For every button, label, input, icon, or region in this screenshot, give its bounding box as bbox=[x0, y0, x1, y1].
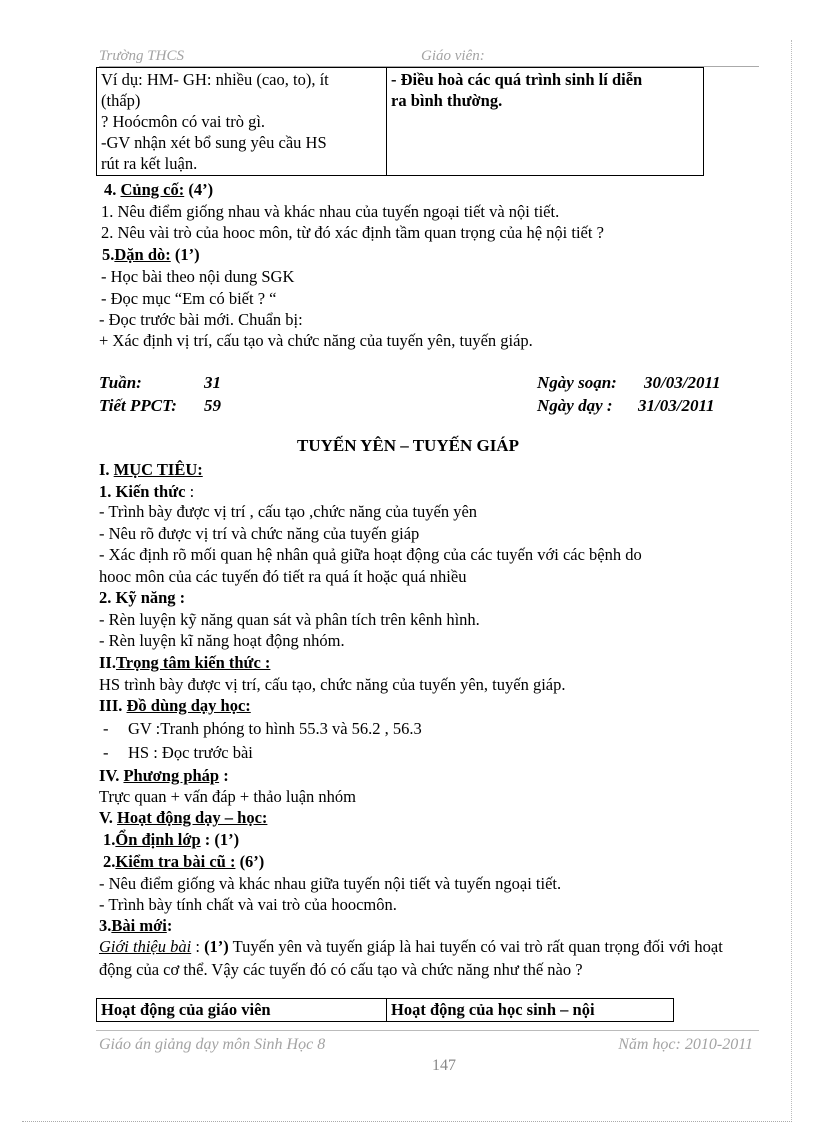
materials-heading bbox=[99, 695, 251, 716]
dan-do-heading bbox=[102, 244, 200, 265]
list-item: - Nêu điểm giống và khác nhau giữa tuyến nội tiết và tuyến ngoại tiết. bbox=[99, 874, 562, 893]
section-label: Đồ dùng dạy học: bbox=[126, 696, 251, 715]
cung-co-heading bbox=[104, 179, 213, 200]
list-item: 2. Nêu vài trò của hooc môn, từ đó xác định tầm quan trọng của hệ nội tiết ? bbox=[101, 223, 604, 242]
list-item: hooc môn của các tuyến đó tiết ra quá ít hoặc quá nhiều bbox=[99, 567, 467, 586]
table-line: -GV nhận xét bổ sung yêu cầu HS bbox=[101, 133, 327, 152]
list-item: - Xác định rõ mối quan hệ nhân quả giữa hoạt động của các tuyến với các bệnh do bbox=[99, 545, 642, 564]
section-number: IV. bbox=[99, 766, 120, 785]
teacher-activity-cell bbox=[97, 68, 387, 176]
section-label: Dặn dò: bbox=[114, 245, 171, 264]
list-item: - Đọc mục “Em có biết ? “ bbox=[101, 289, 277, 308]
intro-colon: : bbox=[191, 937, 205, 956]
method-heading bbox=[99, 765, 229, 786]
list-item: - Trình bày được vị trí , cấu tạo ,chức năng của tuyến yên bbox=[99, 502, 478, 521]
list-item: GV :Tranh phóng to hình 55.3 và 56.2 , 56.3 bbox=[128, 719, 422, 738]
section-number: 5. bbox=[102, 245, 115, 264]
class-settle-heading bbox=[103, 829, 239, 850]
review-heading bbox=[103, 851, 264, 872]
section-suffix: : bbox=[219, 766, 229, 785]
step-label: Kiểm tra bài cũ : bbox=[115, 852, 236, 871]
section-time: (1’) bbox=[174, 245, 200, 264]
intro-time: (1’) bbox=[204, 937, 229, 956]
prep-date-value: 30/03/2011 bbox=[644, 373, 721, 392]
week-label: Tuần: bbox=[99, 373, 142, 392]
week-value: 31 bbox=[204, 373, 221, 392]
focus-text: HS trình bày được vị trí, cấu tạo, chức năng của tuyến yên, tuyến giáp. bbox=[99, 675, 566, 694]
step-suffix: (6’) bbox=[235, 852, 265, 871]
page-header bbox=[99, 48, 759, 67]
section-number: I. bbox=[99, 460, 110, 479]
header-teacher: Giáo viên: bbox=[421, 48, 485, 64]
list-item: HS : Đọc trước bài bbox=[128, 743, 253, 762]
section-label: MỤC TIÊU: bbox=[113, 460, 203, 479]
period-label: Tiết PPCT: bbox=[99, 396, 177, 415]
section-time: (4’) bbox=[188, 180, 214, 199]
list-item: - Trình bày tính chất và vai trò của hoocmôn. bbox=[99, 895, 397, 914]
column-header-student: Hoạt động của học sinh – nội bbox=[387, 999, 674, 1022]
section-number: II. bbox=[99, 653, 116, 672]
method-text: Trực quan + vấn đáp + thảo luận nhóm bbox=[99, 787, 356, 806]
page-boundary-right bbox=[791, 40, 792, 1120]
step-label: Bài mới bbox=[111, 916, 167, 935]
step-number: 2. bbox=[103, 852, 116, 871]
activities-heading bbox=[99, 807, 267, 828]
list-dash: - bbox=[103, 743, 109, 762]
intro-text: Tuyến yên và tuyến giáp là hai tuyến có vai trò rất quan trọng đối với hoạt động của cơ thể. Vậy các tuyến đó có cấu tạo và chức năng như thế nào ? bbox=[99, 937, 723, 979]
teach-date-value: 31/03/2011 bbox=[638, 396, 715, 415]
intro-label: Giới thiệu bài bbox=[99, 937, 192, 956]
subsection-suffix: : bbox=[185, 482, 195, 501]
teach-date-label: Ngày dạy : bbox=[537, 396, 613, 415]
table-line: (thấp) bbox=[101, 91, 141, 110]
table-line: ? Hoócmôn có vai trò gì. bbox=[101, 112, 266, 131]
step-suffix: : (1’) bbox=[200, 830, 240, 849]
activity-table-header bbox=[96, 998, 674, 1022]
objectives-heading bbox=[99, 459, 203, 480]
period-value: 59 bbox=[204, 396, 221, 415]
step-number: 3. bbox=[99, 916, 112, 935]
skills-heading: 2. Kỹ năng : bbox=[99, 588, 186, 607]
step-label: Ổn định lớp bbox=[115, 830, 201, 849]
page-number: 147 bbox=[432, 1057, 456, 1074]
list-item: + Xác định vị trí, cấu tạo và chức năng của tuyến yên, tuyến giáp. bbox=[99, 331, 533, 350]
list-item: - Rèn luyện kĩ năng hoạt động nhóm. bbox=[99, 631, 345, 650]
list-item: - Học bài theo nội dung SGK bbox=[101, 267, 295, 286]
list-item: - Nêu rõ được vị trí và chức năng của tuyến giáp bbox=[99, 524, 420, 543]
list-item: - Đọc trước bài mới. Chuẩn bị: bbox=[99, 310, 303, 329]
page-boundary-bottom bbox=[22, 1121, 792, 1122]
new-lesson-heading bbox=[99, 915, 172, 936]
table-line: rút ra kết luận. bbox=[101, 154, 198, 173]
list-item: - Rèn luyện kỹ năng quan sát và phân tích trên kênh hình. bbox=[99, 610, 480, 629]
table-line: - Điều hoà các quá trình sinh lí diễn bbox=[391, 70, 643, 89]
list-dash: - bbox=[103, 719, 109, 738]
step-number: 1. bbox=[103, 830, 116, 849]
page-footer bbox=[96, 1030, 759, 1059]
table-line: Ví dụ: HM- GH: nhiều (cao, to), ít bbox=[101, 70, 329, 89]
section-label: Phương pháp bbox=[123, 766, 220, 785]
section-number: 4. bbox=[104, 180, 117, 199]
list-item: 1. Nêu điểm giống nhau và khác nhau của tuyến ngoại tiết và nội tiết. bbox=[101, 202, 560, 221]
section-label: Củng cố: bbox=[120, 180, 185, 199]
footer-subject: Giáo án giảng dạy môn Sinh Học 8 bbox=[99, 1036, 326, 1053]
column-header-teacher: Hoạt động của giáo viên bbox=[97, 999, 387, 1022]
prep-date-label: Ngày soạn: bbox=[537, 373, 617, 392]
focus-heading bbox=[99, 652, 270, 673]
continued-activity-table bbox=[96, 67, 704, 176]
subsection-label: 1. Kiến thức bbox=[99, 482, 186, 501]
footer-school-year: Năm học: 2010-2011 bbox=[618, 1036, 753, 1053]
section-label: Trọng tâm kiến thức : bbox=[115, 653, 271, 672]
step-suffix: : bbox=[166, 916, 173, 935]
section-number: V. bbox=[99, 808, 113, 827]
knowledge-heading bbox=[99, 481, 194, 502]
section-number: III. bbox=[99, 696, 123, 715]
section-label: Hoạt động dạy – học: bbox=[117, 808, 268, 827]
lesson-introduction bbox=[99, 935, 759, 981]
table-line: ra bình thường. bbox=[391, 91, 503, 110]
student-activity-cell bbox=[387, 68, 704, 176]
lesson-title: TUYẾN YÊN – TUYẾN GIÁP bbox=[297, 436, 519, 455]
header-school: Trường THCS bbox=[99, 48, 184, 64]
